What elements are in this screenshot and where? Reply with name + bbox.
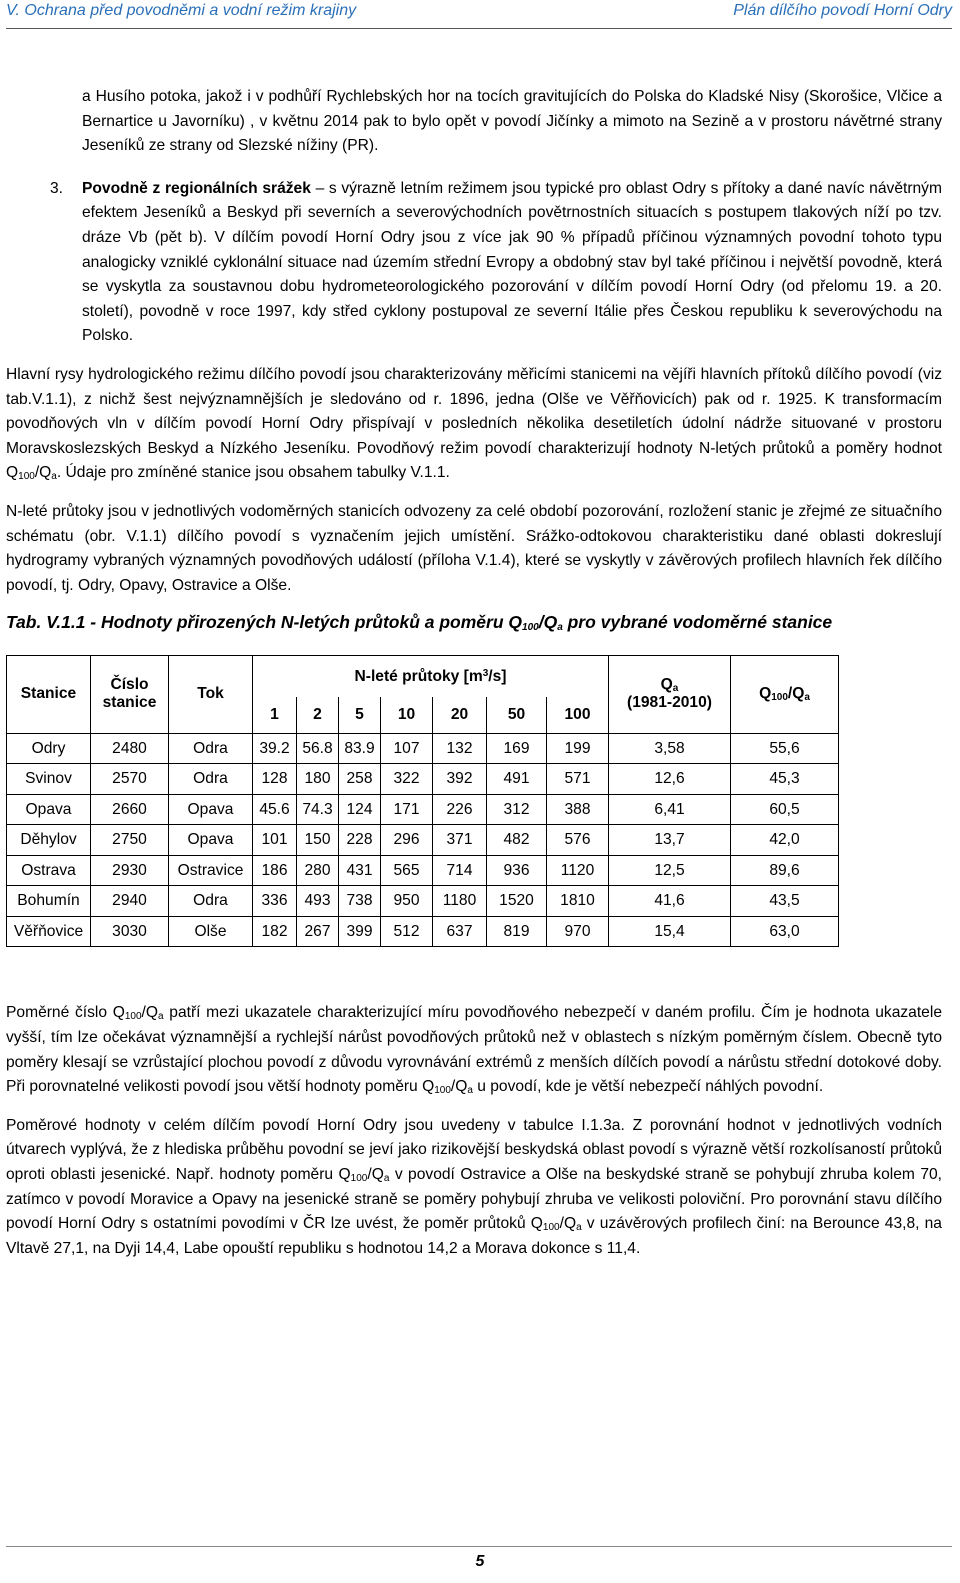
flow-cell: 482: [487, 825, 547, 856]
ratio-cell: 42,0: [731, 825, 839, 856]
flow-cell: 107: [381, 733, 433, 764]
flow-cell: 388: [547, 794, 609, 825]
station-number-cell: 2750: [91, 825, 169, 856]
hydrology-paragraph: [6, 363, 942, 486]
list-item-number: 3.: [50, 179, 64, 197]
subscript: 100: [350, 1172, 368, 1184]
text-span: Q: [759, 685, 772, 703]
document-body: [6, 85, 942, 1261]
text-span: Q: [660, 676, 673, 694]
flow-cell: 226: [433, 794, 487, 825]
text-span: /Q: [538, 612, 558, 633]
table-row: [7, 733, 839, 764]
col-header-qa: [609, 655, 731, 733]
table-row: [7, 916, 839, 947]
flow-cell: 819: [487, 916, 547, 947]
flow-cell: 296: [381, 825, 433, 856]
ratio-cell: 60,5: [731, 794, 839, 825]
table-caption: [6, 610, 942, 635]
flow-cell: 336: [253, 886, 297, 917]
flow-cell: 431: [339, 855, 381, 886]
qa-cell: 12,5: [609, 855, 731, 886]
text-span: Tab. V.1.1 - Hodnoty přirozených N-letých průtoků a poměru Q: [6, 612, 523, 633]
flow-cell: 571: [547, 764, 609, 795]
intro-paragraph: a Husího potoka, jakož i v podhůří Rychlebských hor na tocích gravitujících do Polska do Kladské Nisy (Skorošice, Vlčice a Bernartice u Javorníku) , v květnu 2014 pak to bylo opět v povodí Jičínky a mimoto na Sezině a v prostoru návětrné strany Jeseníků ze strany od Slezské nížiny (PR).: [82, 88, 942, 155]
subscript: a: [383, 1172, 390, 1184]
subscript: 100: [434, 1085, 451, 1097]
col-header-n5: 5: [339, 697, 381, 733]
flow-cell: 150: [297, 825, 339, 856]
flow-cell: 1120: [547, 855, 609, 886]
flow-cell: 56.8: [297, 733, 339, 764]
flow-cell: 280: [297, 855, 339, 886]
page-number: 5: [475, 1553, 485, 1570]
subscript: 100: [124, 1011, 142, 1023]
table-row: [7, 855, 839, 886]
list-item-body: – s výrazně letním režimem jsou typické pro oblast Odry s přítoky a dané navíc návětrným efektem Jeseníků a Beskyd při severních a severovýchodních povětrnostních situacích s postupem tlakových níží po tzv. dráze Vb (pět b). V dílčím povodí Horní Odry jsou z více jak 90 % případů příčinou významných povodní tohoto typu analogicky vzniklé cyklonální situace nad územím střední Evropy a obdobný stav byl také příčinou i největší povodně, která se vyskytla za soustavnou dobu hydrometeorologického pozorování v dílčím povodí Horní Odry (od přelomu 19. a 20. století), povodně v roce 1997, kdy střed cyklony postupoval ze severní Itálie přes Českou republiku k severovýchodu na Polsko.: [82, 179, 942, 345]
flow-cell: 199: [547, 733, 609, 764]
qa-cell: 6,41: [609, 794, 731, 825]
ratio-cell: 45,3: [731, 764, 839, 795]
flow-cell: 74.3: [297, 794, 339, 825]
stream-cell: Odra: [169, 764, 253, 795]
flow-cell: 491: [487, 764, 547, 795]
station-number-cell: 2570: [91, 764, 169, 795]
subscript: 100: [522, 622, 539, 634]
qa-cell: 12,6: [609, 764, 731, 795]
flow-cell: 83.9: [339, 733, 381, 764]
text-span: /Q: [450, 1078, 468, 1096]
text-span: pro vybrané vodoměrné stanice: [562, 612, 833, 633]
flow-cell: 399: [339, 916, 381, 947]
flow-cell: 371: [433, 825, 487, 856]
header-document-title: Plán dílčího povodí Horní Odry: [733, 2, 952, 19]
page-header: [6, 0, 952, 29]
flow-cell: 738: [339, 886, 381, 917]
flow-cell: 132: [433, 733, 487, 764]
text-span: /Q: [141, 1004, 159, 1022]
col-header-stream: Tok: [169, 655, 253, 733]
subscript: a: [467, 1085, 473, 1097]
flow-cell: 128: [253, 764, 297, 795]
flow-cell: 186: [253, 855, 297, 886]
stream-cell: Opava: [169, 794, 253, 825]
flow-cell: 565: [381, 855, 433, 886]
flow-cell: 182: [253, 916, 297, 947]
col-header-n1: 1: [253, 697, 297, 733]
qa-cell: 15,4: [609, 916, 731, 947]
ratio-cell: 55,6: [731, 733, 839, 764]
flow-cell: 180: [297, 764, 339, 795]
n-year-flows-table: [6, 655, 839, 948]
text-span: u povodí, kde je větší nebezpečí náhlých povodní.: [472, 1078, 824, 1096]
station-number-cell: 2930: [91, 855, 169, 886]
header-chapter-title: V. Ochrana před povodněmi a vodní režim krajiny: [6, 2, 357, 19]
text-span: Poměrné číslo Q: [6, 1004, 125, 1022]
station-cell: Svinov: [7, 764, 91, 795]
flow-cell: 312: [487, 794, 547, 825]
flow-cell: 322: [381, 764, 433, 795]
ratio-cell: 89,6: [731, 855, 839, 886]
subscript: a: [576, 1222, 582, 1234]
stream-cell: Opava: [169, 825, 253, 856]
flow-cell: 970: [547, 916, 609, 947]
col-header-station: Stanice: [7, 655, 91, 733]
text-span: /Q: [34, 464, 52, 482]
list-item-regional-floods: [50, 177, 942, 349]
text-span: v povodí Ostravice a Olše na beskydské straně se pohybují zhruba kolem 70, zatímco v povodí Moravice a Opavy na jesenické straně se poměry pohybují zhruba ve velikosti poloviční. Pro porovnání stavu dílčího povodí Horní Odry s ostatními povodími v ČR lze uvést, že poměr průtoků Q: [6, 1165, 942, 1233]
flow-cell: 392: [433, 764, 487, 795]
station-cell: Opava: [7, 794, 91, 825]
col-header-ratio: [731, 655, 839, 733]
subscript: a: [51, 471, 57, 483]
station-number-cell: 2660: [91, 794, 169, 825]
flow-cell: 39.2: [253, 733, 297, 764]
col-header-nlete: [253, 655, 609, 697]
stream-cell: Olše: [169, 916, 253, 947]
station-cell: Odry: [7, 733, 91, 764]
text-span: /Q: [367, 1165, 384, 1183]
subscript: 100: [18, 471, 35, 483]
ratio-paragraph: [6, 1001, 942, 1099]
flow-cell: 714: [433, 855, 487, 886]
list-item-title: Povodně z regionálních srážek: [82, 179, 311, 197]
subscript: a: [158, 1011, 164, 1023]
flow-cell: 124: [339, 794, 381, 825]
col-header-n50: 50: [487, 697, 547, 733]
text-span: Hlavní rysy hydrologického režimu dílčího povodí jsou charakterizovány měřicími stanicemi na vějíři hlavních přítoků dílčího povodí (viz tab.V.1.1), z nichž šest nejvýznamnějších je sledováno od r. 1896, jedna (Olše ve Věřňovicích) pak od r. 1925. K transformacím povodňových vln v dílčím povodí Horní Odry přispívají v posledních několika desetiletích údolní nádrže situované v prostoru Moravskoslezských Beskyd a Nízkého Jeseníku. Povodňový režim povodí charakterizují hodnoty N-letých průtoků a poměry hodnot Q: [6, 365, 942, 482]
footer-divider: [6, 1546, 952, 1547]
text-span: patří mezi ukazatele charakterizující míru povodňového nebezpečí v daném profilu. Čím je hodnota ukazatele vyšší, tím lze očekávat významnější a rychlejší nárůst povodňových průtoků než v oblastech s nízkým poměrným číslem. Obecně tyto poměry klesají se vzrůstající plochou povodí z důvodu vyrovnávání extrémů z menších dílčích povodí a nárůstu střední dotokové doby. Při porovnatelné velikosti povodí jsou větší hodnoty poměru Q: [6, 1004, 942, 1096]
text-span: /Q: [559, 1215, 577, 1233]
flow-cell: 936: [487, 855, 547, 886]
flow-cell: 950: [381, 886, 433, 917]
subscript: 100: [771, 692, 788, 704]
flow-cell: 228: [339, 825, 381, 856]
text-span: N-leté průtoky [m: [354, 667, 483, 685]
subscript: a: [557, 622, 563, 634]
text-span: v uzávěrových profilech činí: na Berounce 43,8, na Vltavě 27,1, na Dyji 14,4, Labe opouští republiku s hodnotou 14,2 a Morava dokonce s 11,4.: [6, 1215, 942, 1257]
qa-cell: 41,6: [609, 886, 731, 917]
subscript: a: [804, 692, 810, 704]
stream-cell: Odra: [169, 733, 253, 764]
flow-cell: 1810: [547, 886, 609, 917]
col-header-n20: 20: [433, 697, 487, 733]
station-cell: Děhylov: [7, 825, 91, 856]
table-row: [7, 764, 839, 795]
flow-cell: 258: [339, 764, 381, 795]
flow-cell: 1180: [433, 886, 487, 917]
flow-cell: 493: [297, 886, 339, 917]
table-row: [7, 794, 839, 825]
comparison-paragraph: [6, 1114, 942, 1262]
ratio-cell: 63,0: [731, 916, 839, 947]
text-span: (1981-2010): [627, 694, 712, 712]
col-header-n2: 2: [297, 697, 339, 733]
superscript: 3: [482, 667, 489, 679]
station-cell: Bohumín: [7, 886, 91, 917]
table-row: [7, 886, 839, 917]
stream-cell: Odra: [169, 886, 253, 917]
flow-cell: 576: [547, 825, 609, 856]
text-span: /Q: [787, 685, 805, 703]
text-span: . Údaje pro zmíněné stanice jsou obsahem tabulky V.1.1.: [56, 464, 450, 482]
flow-cell: 169: [487, 733, 547, 764]
col-header-n10: 10: [381, 697, 433, 733]
qa-cell: 3,58: [609, 733, 731, 764]
text-span: /s]: [488, 667, 507, 685]
flow-cell: 1520: [487, 886, 547, 917]
flow-cell: 267: [297, 916, 339, 947]
station-number-cell: 2940: [91, 886, 169, 917]
text-span: Poměrové hodnoty v celém dílčím povodí Horní Odry jsou uvedeny v tabulce I.1.3a. Z porovnání hodnot v jednotlivých vodních útvarech vyplývá, že z hlediska průběhu povodní se jeví jako rizikovější beskydská oblast povodí s výrazně větší rozkolísaností průtoků oproti oblasti jesenické. Např. hodnoty poměru Q: [6, 1116, 942, 1183]
col-header-number: Číslo stanice: [91, 655, 169, 733]
subscript: a: [672, 683, 679, 695]
list-item-text: [82, 177, 942, 349]
col-header-n100: 100: [547, 697, 609, 733]
flow-cell: 45.6: [253, 794, 297, 825]
station-number-cell: 2480: [91, 733, 169, 764]
station-number-cell: 3030: [91, 916, 169, 947]
station-cell: Věřňovice: [7, 916, 91, 947]
qa-cell: 13,7: [609, 825, 731, 856]
flow-cell: 637: [433, 916, 487, 947]
ratio-cell: 43,5: [731, 886, 839, 917]
subscript: 100: [542, 1222, 560, 1234]
flow-cell: 512: [381, 916, 433, 947]
station-cell: Ostrava: [7, 855, 91, 886]
flow-cell: 171: [381, 794, 433, 825]
table-row: [7, 825, 839, 856]
n-year-flows-paragraph: N-leté průtoky jsou v jednotlivých vodoměrných stanicích odvozeny za celé období pozorování, rozložení stanic je zřejmé ze situačního schématu (obr. V.1.1) dílčího povodí s vyznačením jejich umístění. Srážko-odtokovou charakteristiku dané oblasti dokreslují hydrogramy vybraných významných povodňových událostí (příloha V.1.4), které se vyskytly v závěrových profilech hlavních řek dílčího povodí, tj. Odry, Opavy, Ostravice a Olše.: [6, 502, 942, 594]
stream-cell: Ostravice: [169, 855, 253, 886]
flow-cell: 101: [253, 825, 297, 856]
